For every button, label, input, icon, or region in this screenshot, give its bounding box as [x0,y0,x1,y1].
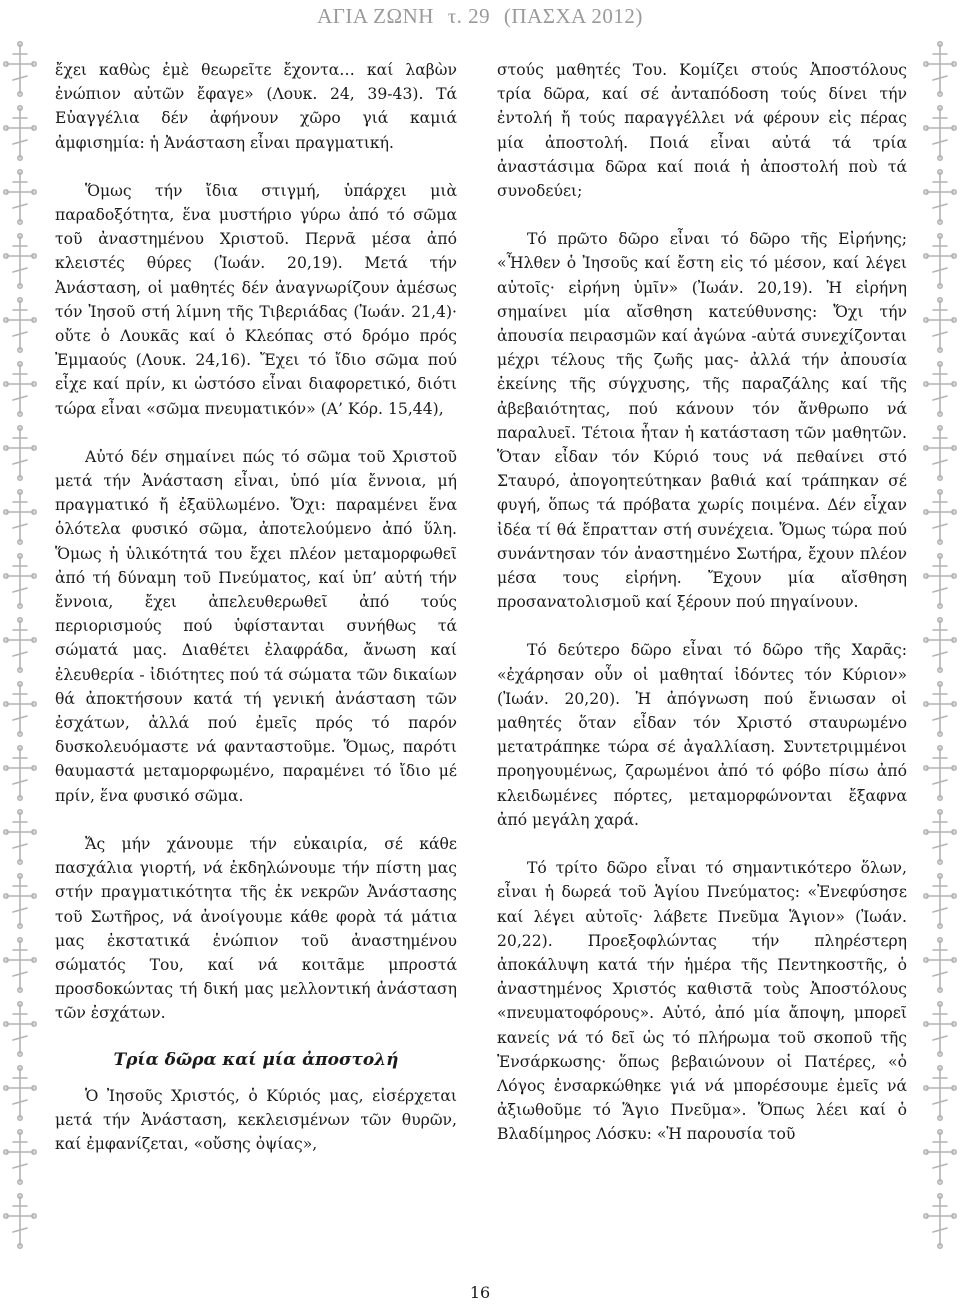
orthodox-cross-icon [0,680,40,738]
paragraph: Ἄς μήν χάνουμε τήν εὐκαιρία, σέ κάθε πασχάλια γιορτή, νά ἐκδηλώνουμε τήν πίστη μας στήν πραγματικότητα τῆς ἐκ νεκρῶν Ἀνάστασης τοῦ Σωτῆρος, νά ἀνοίγουμε κάθε φορὰ τά μάτια μας ἐκστατικά ἐνώπιον τοῦ ἀναστημένου σώματός Του, καί νά κοιτᾶμε μπροστά προσδοκώντας τή δική μας μελλοντική ἀνάσταση τῶν ἐσχάτων. [55,834,457,1023]
orthodox-cross-icon [0,616,40,674]
left-text-column [55,58,457,1156]
cross-ornament [920,616,960,674]
page-number: 16 [469,1283,491,1302]
orthodox-cross-icon [920,360,960,418]
orthodox-cross-icon [920,808,960,866]
cross-ornament [920,744,960,802]
right-text-column [497,58,907,1147]
section-heading: Τρία δῶρα καί μία ἀποστολή [113,1049,399,1070]
cross-ornament [920,872,960,930]
cross-ornament [920,1064,960,1122]
cross-ornament [920,808,960,866]
orthodox-cross-icon [920,552,960,610]
cross-ornament [0,872,40,930]
cross-ornament [0,1064,40,1122]
orthodox-cross-icon [920,296,960,354]
cross-ornament [0,40,40,98]
orthodox-cross-icon [920,744,960,802]
cross-ornament [0,1128,40,1186]
cross-ornament [0,680,40,738]
cross-ornament [920,40,960,98]
cross-ornament [0,104,40,162]
cross-ornament [920,488,960,546]
orthodox-cross-icon [0,104,40,162]
cross-ornament [920,296,960,354]
cross-ornament [920,1000,960,1058]
orthodox-cross-icon [0,552,40,610]
orthodox-cross-icon [920,40,960,98]
running-head [0,4,960,29]
orthodox-cross-icon [0,872,40,930]
orthodox-cross-icon [920,104,960,162]
orthodox-cross-icon [0,488,40,546]
orthodox-cross-icon [920,424,960,482]
cross-ornament [920,424,960,482]
orthodox-cross-icon [0,936,40,994]
cross-ornament [920,232,960,290]
issue-number: τ. 29 [447,4,491,28]
cross-ornament [920,680,960,738]
orthodox-cross-icon [0,1000,40,1058]
cross-ornament [0,1000,40,1058]
cross-ornament [0,936,40,994]
orthodox-cross-icon [920,1192,960,1250]
cross-ornament [0,744,40,802]
paragraph: Τό δεύτερο δῶρο εἶναι τό δῶρο τῆς Χαρᾶς: «ἐχάρησαν οὖν οἱ μαθηταί ἰδόντες τόν Κύριον» (Ἰωάν. 20,20). Ἡ ἀπόγνωση πού ἔνιωσαν οἱ μαθητές ὅταν εἶδαν τόν Χριστό σταυρωμένο μετατράπηκε τώρα σέ ἀγαλλίαση. Συντετριμμένοι προηγουμένως, ζαρωμένοι ἀπό τό φόβο πίσω ἀπό κλειδωμένες πόρτες, μεταμορφώνονται ἔξαφνα ἀπό μεγάλη χαρά. [497,641,907,829]
paragraph: Τό τρίτο δῶρο εἶναι τό σημαντικότερο ὅλων, εἶναι ἡ δωρεά τοῦ Ἁγίου Πνεύματος: «Ἐνεφύσησε καί λέγει αὐτοῖς· λάβετε Πνεῦμα Ἅγιον» (Ἰωάν. 20,22). Προεξοφλώντας τήν πληρέστερη ἀποκάλυψη κατά τήν ἡμέρα τῆς Πεντηκοστῆς, ὁ ἀναστημένος Χριστός καθιστᾶ τοὺς Ἀποστόλους «πνευματοφόρους». Αὐτό, ἀπό μία ἄποψη, μπορεῖ κανείς νά τό δεῖ ὡς τό πλήρωμα τοῦ σκοποῦ τῆς Ἐνσάρκωσης· ὅπως βεβαιώνουν οἱ Πατέρες, «ὁ Λόγος ἐνσαρκώθηκε γιά νά μπορέσουμε ἐμεῖς νά ἀξιωθοῦμε τό Ἅγιο Πνεῦμα». Ὅπως λέει καί ὁ Βλαδίμηρος Λόσκυ: «Ἡ παρουσία τοῦ [497,859,907,1144]
cross-ornament [0,424,40,482]
cross-ornament [920,104,960,162]
orthodox-cross-icon [0,168,40,226]
orthodox-cross-icon [920,1000,960,1058]
orthodox-cross-icon [0,1064,40,1122]
cross-ornament [0,296,40,354]
orthodox-cross-icon [0,232,40,290]
orthodox-cross-icon [920,232,960,290]
orthodox-cross-icon [0,744,40,802]
orthodox-cross-icon [0,1192,40,1250]
cross-ornament [0,360,40,418]
cross-ornament [920,552,960,610]
orthodox-cross-icon [920,936,960,994]
orthodox-cross-icon [0,1128,40,1186]
orthodox-cross-icon [920,1064,960,1122]
orthodox-cross-icon [920,872,960,930]
issue-edition: (ΠΑΣΧΑ 2012) [503,4,643,28]
cross-ornament [920,168,960,226]
orthodox-cross-icon [0,296,40,354]
cross-ornament [0,488,40,546]
orthodox-cross-icon [0,40,40,98]
orthodox-cross-icon [920,1128,960,1186]
orthodox-cross-icon [0,360,40,418]
orthodox-cross-icon [0,424,40,482]
orthodox-cross-icon [920,168,960,226]
cross-ornament [0,616,40,674]
paragraph: ἔχει καθὼς ἐμὲ θεωρεῖτε ἔχοντα… καί λαβὼν ἐνώπιον αὐτῶν ἔφαγε» (Λουκ. 24, 39-43). Τά Εὐαγγέλια δέν ἀφήνουν χῶρο γιά καμιά ἀμφισημία: ἡ Ἀνάσταση εἶναι πραγματική. [55,61,457,152]
paragraph: στούς μαθητές Του. Κομίζει στούς Ἀποστόλους τρία δῶρα, καί σέ ἀνταπόδοση τούς δίνει τήν ἐντολή ἤ τούς παραγγέλλει νά φέρουν εἰς πέρας μία ἀποστολή. Ποιά εἶναι αὐτά τά τρία ἀναστάσιμα δῶρα καί ποιά ἡ ἀποστολή ποὺ τά συνοδεύει; [497,61,907,201]
cross-ornament [920,1128,960,1186]
orthodox-cross-icon [920,488,960,546]
cross-ornament [0,232,40,290]
orthodox-cross-icon [0,808,40,866]
paragraph: Ὅμως τήν ἴδια στιγμή, ὑπάρχει μιὰ παραδοξότητα, ἕνα μυστήριο γύρω ἀπό τό σῶμα τοῦ ἀναστημένου Χριστοῦ. Περνᾶ μέσα ἀπό κλειστές θύρες (Ἰωάν. 20,19). Μετά τήν Ἀνάσταση, οἱ μαθητές δέν ἀναγνωρίζουν ἀμέσως τόν Ἰησοῦ στή λίμνη τῆς Τιβεριάδας (Ἰωάν. 21,4)· οὔτε ὁ Λουκᾶς καί ὁ Κλεόπας στό δρόμο πρός Ἐμμαούς (Λουκ. 24,16). Ἔχει τό ἴδιο σῶμα πού εἶχε καί πρίν, κι ὡστόσο εἶναι διαφορετικό, διότι τώρα εἶναι «σῶμα πνευματικόν» (Α’ Κόρ. 15,44), [55,181,457,418]
orthodox-cross-icon [920,680,960,738]
paragraph: Τό πρῶτο δῶρο εἶναι τό δῶρο τῆς Εἰρήνης; «Ἦλθεν ὁ Ἰησοῦς καί ἔστη εἰς τό μέσον, καί λέγει αὐτοῖς· εἰρήνη ὑμῖν» (Ἰωάν. 20,19). Ἡ εἰρήνη σημαίνει μία αἴσθηση κατεύθυνσης: Ὄχι τήν ἀπουσία πειρασμῶν καί ἀγώνα -αὐτά συνεχίζονται μέχρι τέλους τῆς ζωῆς μας- ἀλλά τήν ἀπουσία ἐκείνης τῆς σύγχυσης, τῆς παραζάλης καί τῆς ἀβεβαιότητας, πού κάνουν τόν ἄνθρωπο νά παραλυεῖ. Τέτοια ἦταν ἡ κατάσταση τῶν μαθητῶν. Ὅταν εἶδαν τόν Κύριό τους νά πεθαίνει στό Σταυρό, ἀπογοητεύτηκαν βαθιά καί τράπηκαν σέ φυγή, ὅπως τά πρόβατα χωρίς ποιμένα. Δέν εἶχαν ἰδέα τί θά ἔπρατταν στή συνέχεια. Ὅμως τώρα πού συνάντησαν τόν ἀναστημένο Σωτήρα, ἔχουν πλέον μέσα τους εἰρήνη. Ἔχουν μία αἴσθηση προσανατολισμοῦ καί ξέρουν πού πηγαίνουν. [497,230,907,612]
paragraph: Αὐτό δέν σημαίνει πώς τό σῶμα τοῦ Χριστοῦ μετά τήν Ἀνάσταση εἶναι, ὑπό μία ἔννοια, μή πραγματικό ἤ ἐξαϋλωμένο. Ὄχι: παραμένει ἕνα ὁλότελα φυσικό σῶμα, ἀποτελούμενο ἀπό ὕλη. Ὅμως ἡ ὑλικότητά του ἔχει πλέον μεταμορφωθεῖ ἀπό τή δύναμη τοῦ Πνεύματος, καί ὑπ’ αὐτή τήν ἔννοια, ἔχει ἀπελευθερωθεῖ ἀπό τούς περιορισμούς πού ὑφίστανται συνήθως τά σώματά μας. Διαθέτει ἐλαφράδα, ἄνωση καί ἐλευθερία - ἰδιότητες πού τά σώματα τῶν δικαίων θά ἀποκτήσουν κατά τή γενική ἀνάσταση τῶν ἐσχάτων, ἀλλά πού ἐμεῖς πρός τό παρόν δυσκολευόμαστε νά φανταστοῦμε. Ὅμως, παρότι θαυμαστά μεταμορφωμένο, παραμένει τό ἴδιο μέ πρίν, ἕνα φυσικό σῶμα. [55,447,457,805]
cross-ornament [920,1192,960,1250]
cross-ornament [0,552,40,610]
journal-title: ΑΓΙΑ ΖΩΝΗ [317,4,434,28]
cross-ornament [920,936,960,994]
cross-ornament [0,1192,40,1250]
orthodox-cross-icon [920,616,960,674]
cross-ornament [920,360,960,418]
cross-ornament [0,808,40,866]
paragraph: Ὁ Ἰησοῦς Χριστός, ὁ Κύριός μας, εἰσέρχεται μετά τήν Ἀνάσταση, κεκλεισμένων τῶν θυρῶν, καί ἐμφανίζεται, «οὔσης ὀψίας», [55,1086,457,1153]
cross-ornament [0,168,40,226]
